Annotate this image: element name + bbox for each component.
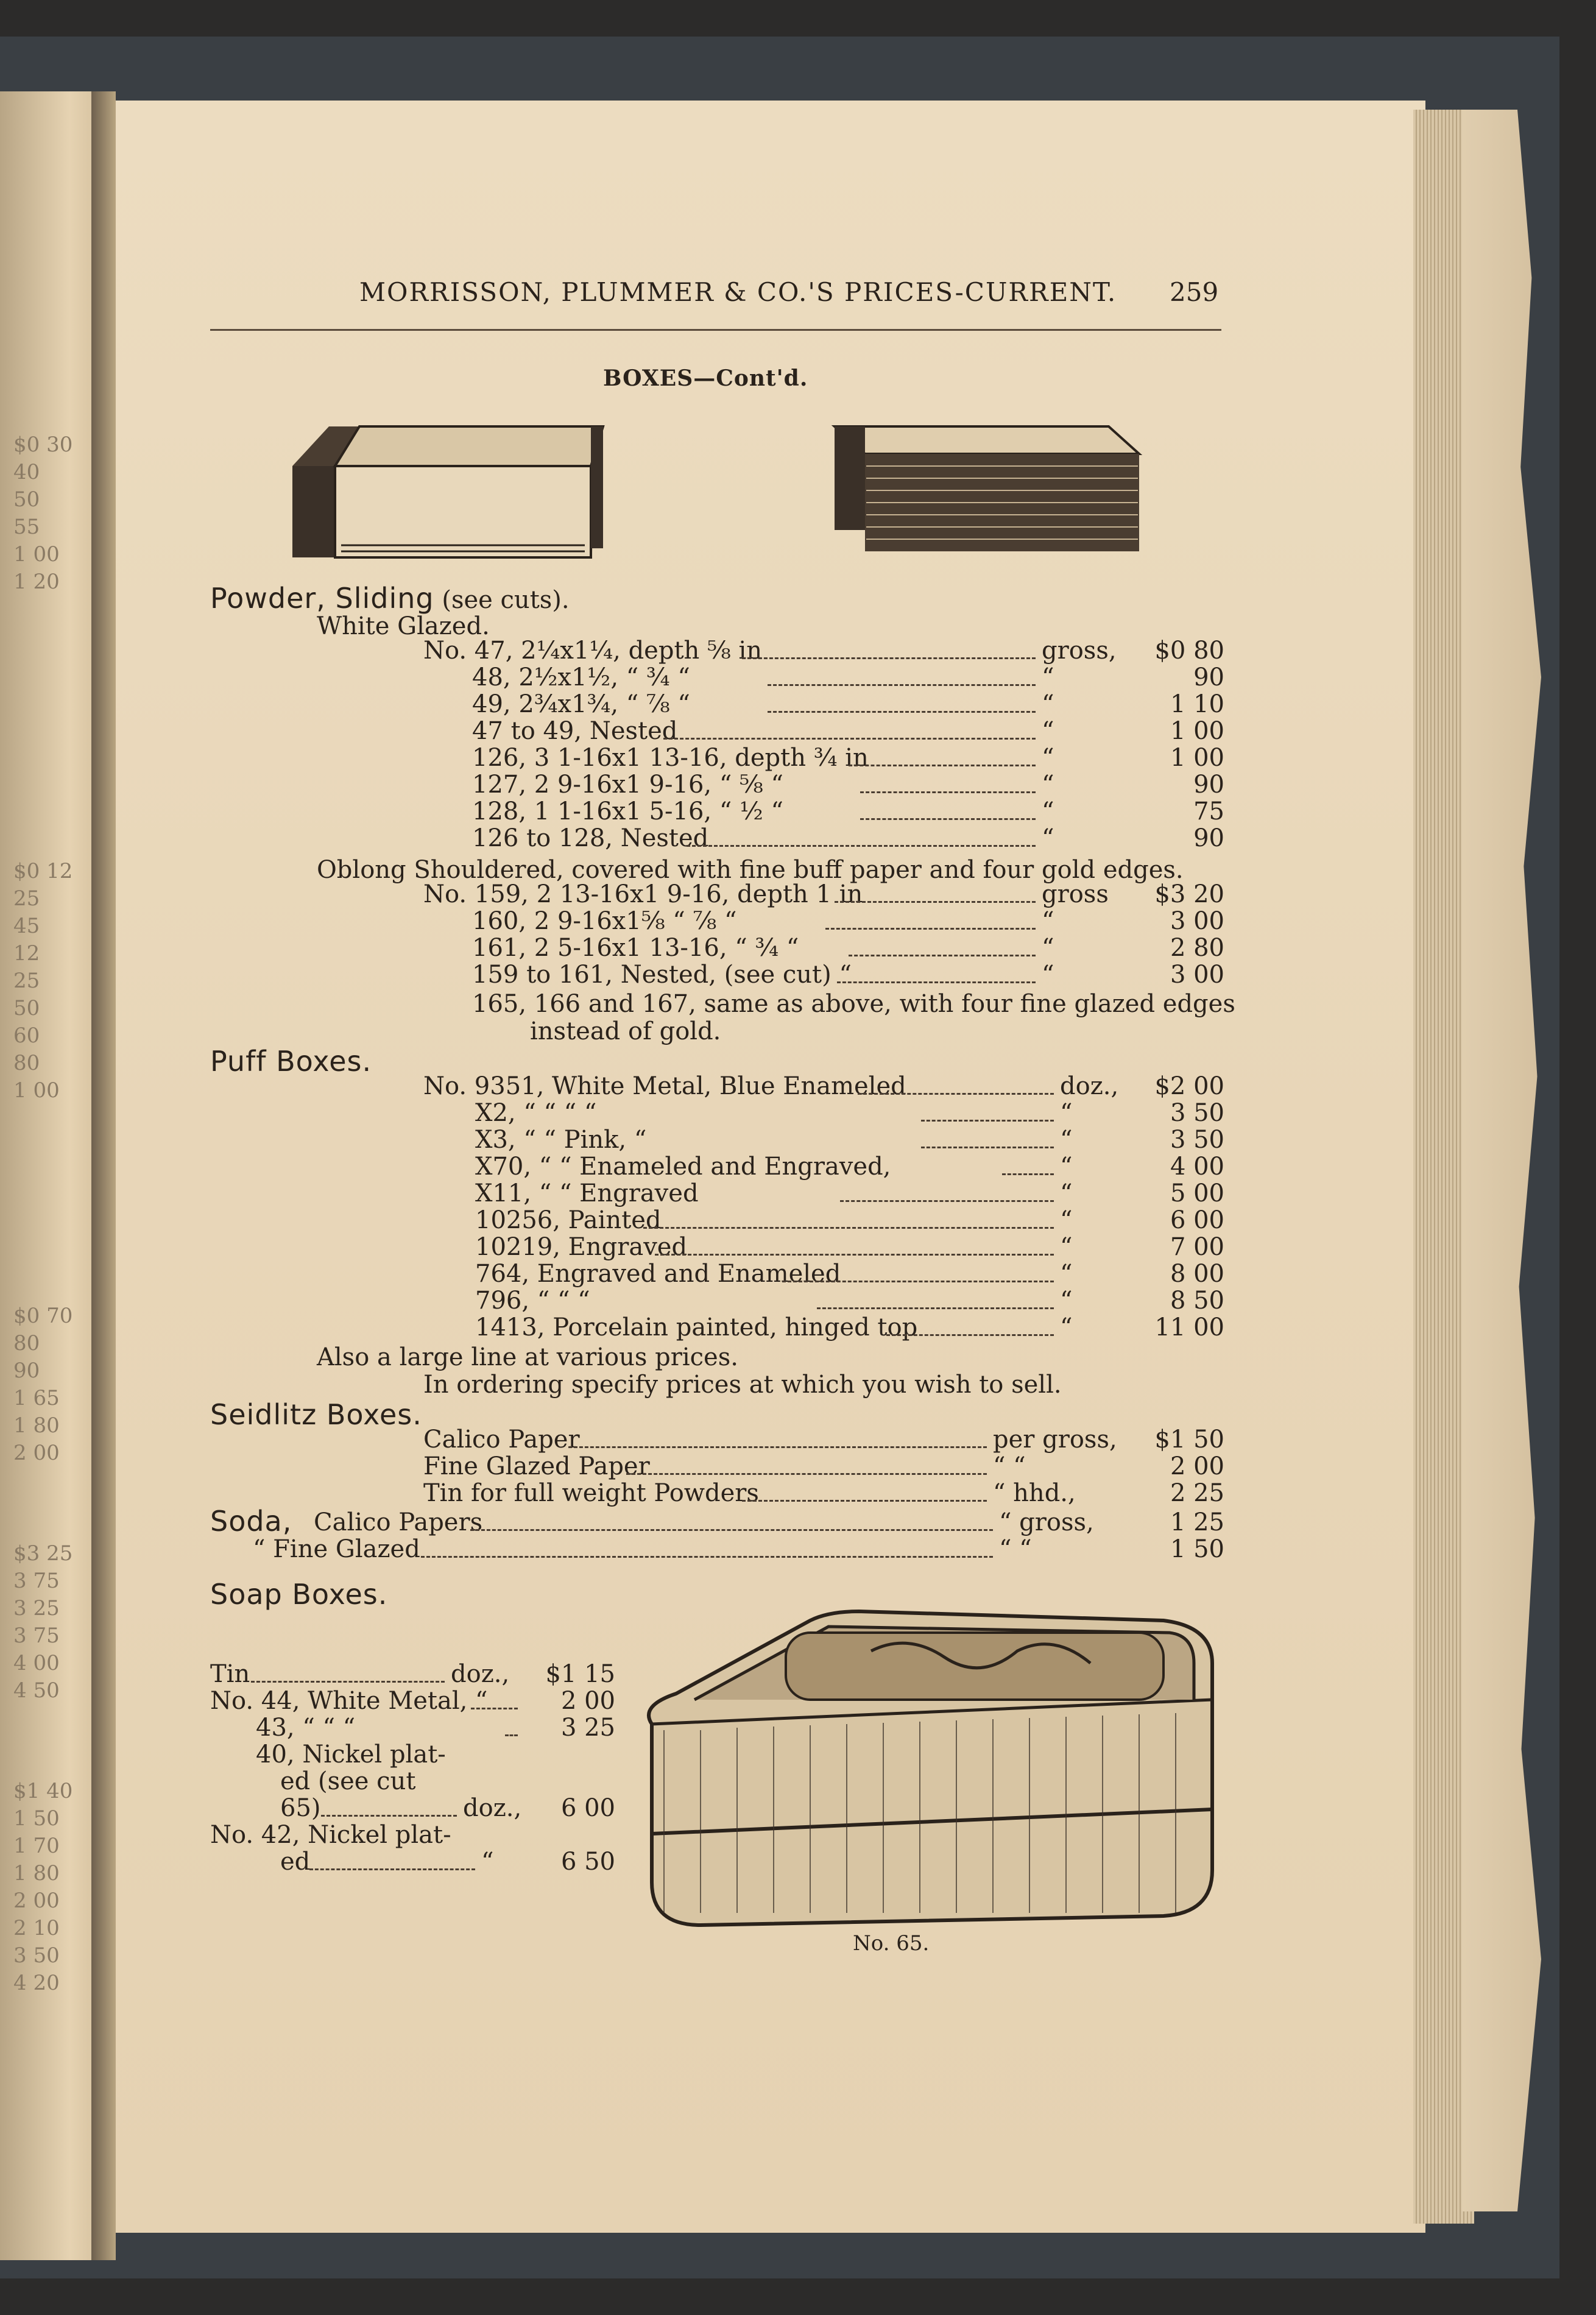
puff-row-item: X3, “ “ Pink, “: [475, 1126, 647, 1154]
puff-row-unit: “: [1060, 1233, 1073, 1261]
powder-row-item: 47 to 49, Nested: [472, 717, 678, 745]
puff-row-price: 4 00: [1170, 1153, 1224, 1181]
soap-row-leader: [251, 1681, 445, 1683]
puff-row-leader: [921, 1147, 1054, 1148]
soap-row-item: Tin: [210, 1660, 250, 1688]
soap-row-price: 6 00: [560, 1794, 615, 1822]
soda-row-unit: “ “: [999, 1535, 1032, 1563]
puff-row-item: 10256, Painted: [475, 1206, 662, 1234]
soda-row-price: 1 25: [1170, 1508, 1224, 1536]
powder-row-unit: “: [1042, 663, 1054, 691]
powder-row-price: 90: [1193, 771, 1224, 799]
soap-row-price: 3 25: [560, 1714, 615, 1742]
left-page-fragment: 25: [13, 969, 40, 993]
sliding-box-illustration-closed: [828, 420, 1145, 560]
puff-row-unit: “: [1060, 1126, 1073, 1154]
left-page-fragment: 1 70: [13, 1834, 60, 1858]
oblong-row-price: 3 00: [1170, 961, 1224, 989]
oblong-row-leader: [835, 901, 1036, 903]
puff-row-unit: doz.,: [1060, 1072, 1119, 1100]
puff-row-unit: “: [1060, 1099, 1073, 1127]
puff-row-item: 764, Engraved and Enameled: [475, 1260, 841, 1288]
soap-row-unit: doz.,: [451, 1660, 510, 1688]
powder-row-unit: “: [1042, 771, 1054, 799]
puff-row-price: $2 00: [1154, 1072, 1224, 1100]
left-page-fragment: 90: [13, 1359, 40, 1383]
soap-box-illustration: [627, 1608, 1224, 1931]
powder-row-price: 1 10: [1170, 690, 1224, 718]
left-page-fragment: 3 75: [13, 1569, 60, 1593]
puff-row-unit: “: [1060, 1153, 1073, 1181]
soap-row-unit: doz.,: [463, 1794, 522, 1822]
soda-heading: Soda,: [210, 1505, 292, 1538]
powder-row-unit: “: [1042, 824, 1054, 852]
powder-row-leader: [768, 684, 1036, 686]
puff-row-item: 10219, Engraved: [475, 1233, 688, 1261]
left-page-fragment: $0 70: [13, 1304, 73, 1328]
soap-row-leader: [321, 1815, 457, 1817]
soap-row-item: No. 44, White Metal, “: [210, 1687, 488, 1715]
powder-row-item: 126 to 128, Nested: [472, 824, 709, 852]
powder-row-item: 127, 2 9-16x1 9-16, “ ⅝ “: [472, 771, 783, 799]
soap-row-price: $1 15: [545, 1660, 615, 1688]
sliding-box-illustration-open: [292, 420, 609, 560]
soap-box-caption: No. 65.: [853, 1931, 930, 1956]
soap-row-item: 65): [280, 1794, 321, 1822]
oblong-row-leader: [837, 981, 1036, 983]
page-header: MORRISSON, PLUMMER & CO.'S PRICES-CURRENT.: [359, 277, 1117, 307]
oblong-row-price: $3 20: [1154, 880, 1224, 908]
powder-row-item: 128, 1 1-16x1 5-16, “ ½ “: [472, 797, 783, 825]
seidlitz-row-unit: “ “: [993, 1452, 1026, 1480]
soap-boxes-heading: Soap Boxes.: [210, 1578, 388, 1611]
left-page-fragment: 1 80: [13, 1861, 60, 1886]
seidlitz-boxes-heading: Seidlitz Boxes.: [210, 1398, 422, 1431]
soda-row-item: Calico Papers: [314, 1508, 483, 1536]
powder-row-leader: [849, 765, 1036, 766]
left-page-fragment: 2 10: [13, 1916, 60, 1940]
puff-row-price: 8 50: [1170, 1287, 1224, 1315]
seidlitz-row-unit: per gross,: [993, 1426, 1117, 1454]
left-page-fragment: 4 50: [13, 1678, 60, 1703]
oblong-row-item: No. 159, 2 13-16x1 9-16, depth 1 in: [423, 880, 863, 908]
puff-row-leader: [858, 1093, 1054, 1095]
left-page-fragment: $0 12: [13, 859, 73, 883]
puff-row-leader: [655, 1254, 1054, 1256]
powder-row-price: 90: [1193, 663, 1224, 691]
puff-row-leader: [921, 1120, 1054, 1122]
oblong-row-item: 161, 2 5-16x1 13-16, “ ¾ “: [472, 934, 799, 962]
puff-row-price: 5 00: [1170, 1179, 1224, 1207]
left-page-fragment: 1 00: [13, 542, 60, 567]
left-page-fragment: 3 25: [13, 1596, 60, 1620]
soap-row-item: ed (see cut: [280, 1767, 416, 1795]
soda-row-leader: [470, 1529, 993, 1531]
powder-row-price: $0 80: [1154, 637, 1224, 665]
white-glazed-label: White Glazed.: [317, 612, 490, 640]
left-page-fragment: 80: [13, 1051, 40, 1075]
oblong-row-price: 2 80: [1170, 934, 1224, 962]
soap-row-item: No. 42, Nickel plat-: [210, 1821, 451, 1849]
puff-row-price: 7 00: [1170, 1233, 1224, 1261]
powder-row-item: No. 47, 2¼x1¼, depth ⅝ in: [423, 637, 763, 665]
left-page-fragment: 50: [13, 996, 40, 1020]
left-page-fragment: 4 20: [13, 1971, 60, 1995]
oblong-row-item: 160, 2 9-16x1⅝ “ ⅞ “: [472, 907, 737, 935]
powder-row-item: 126, 3 1-16x1 13-16, depth ¾ in: [472, 744, 869, 772]
oblong-row-item: 159 to 161, Nested, (see cut) “: [472, 961, 852, 989]
powder-row-unit: gross,: [1042, 637, 1117, 665]
left-page-fragment: 25: [13, 886, 40, 911]
powder-row-price: 90: [1193, 824, 1224, 852]
left-page-fragment: 55: [13, 515, 40, 539]
oblong-row-price: 3 00: [1170, 907, 1224, 935]
powder-row-leader: [860, 791, 1036, 793]
left-page-fragment: 12: [13, 941, 40, 966]
left-page-fragment: 80: [13, 1331, 40, 1355]
seidlitz-row-leader: [742, 1500, 987, 1502]
soap-row-item: ed: [280, 1848, 311, 1876]
puff-row-leader: [643, 1227, 1054, 1229]
puff-boxes-heading: Puff Boxes.: [210, 1045, 372, 1078]
seidlitz-row-leader: [568, 1446, 987, 1448]
left-page-fragment: $3 25: [13, 1541, 73, 1566]
powder-row-price: 75: [1193, 797, 1224, 825]
puff-row-price: 11 00: [1154, 1313, 1224, 1341]
soda-row-price: 1 50: [1170, 1535, 1224, 1563]
left-page-fragment: 1 50: [13, 1806, 60, 1831]
soap-row-unit: “: [481, 1848, 494, 1876]
oblong-row-leader: [849, 955, 1036, 956]
powder-row-leader: [742, 657, 1036, 659]
puff-row-leader: [886, 1334, 1054, 1336]
left-page-fragment: 2 00: [13, 1441, 60, 1465]
oblong-row-leader: [825, 928, 1036, 930]
left-page-fragment: 40: [13, 460, 40, 484]
puff-row-leader: [782, 1281, 1054, 1282]
powder-row-leader: [663, 738, 1036, 740]
puff-also-note: Also a large line at various prices.: [317, 1343, 738, 1371]
soap-row-price: 6 50: [560, 1848, 615, 1876]
left-page-fragment: 4 00: [13, 1651, 60, 1675]
left-page-fragment: 3 75: [13, 1624, 60, 1648]
puff-row-price: 6 00: [1170, 1206, 1224, 1234]
left-page-fragment: 45: [13, 914, 40, 938]
ordering-note: In ordering specify prices at which you wish to sell.: [423, 1371, 1062, 1399]
puff-row-item: 796, “ “ “: [475, 1287, 590, 1315]
soap-row-item: 43, “ “ “: [256, 1714, 356, 1742]
oblong-row-unit: “: [1042, 961, 1054, 989]
soda-row-leader: [421, 1556, 993, 1558]
left-page-fragment: 50: [13, 487, 40, 512]
puff-row-leader: [840, 1200, 1054, 1202]
powder-row-leader: [768, 711, 1036, 713]
oblong-description: Oblong Shouldered, covered with fine buff paper and four gold edges.: [317, 856, 1184, 884]
powder-row-unit: “: [1042, 690, 1054, 718]
section-subtitle: BOXES—Cont'd.: [603, 366, 808, 391]
seidlitz-row-item: Fine Glazed Paper: [423, 1452, 650, 1480]
left-page-fragment: 1 65: [13, 1386, 60, 1410]
header-rule: [210, 329, 1221, 331]
soap-row-item: 40, Nickel plat-: [256, 1741, 446, 1769]
puff-row-unit: “: [1060, 1206, 1073, 1234]
soap-row-price: 2 00: [560, 1687, 615, 1715]
left-page-fragment: 60: [13, 1023, 40, 1048]
powder-row-unit: “: [1042, 744, 1054, 772]
left-page-fragment: 2 00: [13, 1889, 60, 1913]
left-page-fragment: $1 40: [13, 1779, 73, 1803]
oblong-row-unit: “: [1042, 934, 1054, 962]
oblong-note-2: instead of gold.: [530, 1017, 721, 1045]
seidlitz-row-unit: “ hhd.,: [993, 1479, 1076, 1507]
puff-row-unit: “: [1060, 1287, 1073, 1315]
puff-row-item: X11, “ “ Engraved: [475, 1179, 699, 1207]
powder-sliding-note: (see cuts).: [434, 586, 570, 614]
puff-row-item: No. 9351, White Metal, Blue Enameled: [423, 1072, 906, 1100]
puff-row-price: 3 50: [1170, 1126, 1224, 1154]
seidlitz-row-item: Tin for full weight Powders: [423, 1479, 759, 1507]
seidlitz-row-price: $1 50: [1154, 1426, 1224, 1454]
soap-row-leader: [309, 1868, 475, 1870]
puff-row-unit: “: [1060, 1260, 1073, 1288]
powder-sliding-title: Powder, Sliding: [210, 582, 434, 615]
seidlitz-row-leader: [626, 1473, 987, 1475]
puff-row-leader: [1002, 1173, 1054, 1175]
puff-row-price: 3 50: [1170, 1099, 1224, 1127]
powder-row-unit: “: [1042, 717, 1054, 745]
powder-sliding-heading: [210, 582, 570, 615]
puff-row-unit: “: [1060, 1313, 1073, 1341]
left-page-fragment: $0 30: [13, 433, 73, 457]
puff-row-leader: [817, 1307, 1054, 1309]
powder-row-leader: [860, 818, 1036, 820]
seidlitz-row-price: 2 25: [1170, 1479, 1224, 1507]
puff-row-price: 8 00: [1170, 1260, 1224, 1288]
powder-row-price: 1 00: [1170, 717, 1224, 745]
seidlitz-row-item: Calico Paper: [423, 1426, 580, 1454]
oblong-row-unit: “: [1042, 907, 1054, 935]
puff-row-item: 1413, Porcelain painted, hinged top: [475, 1313, 918, 1341]
powder-row-unit: “: [1042, 797, 1054, 825]
gutter: [91, 91, 116, 2260]
puff-row-unit: “: [1060, 1179, 1073, 1207]
soda-row-item: “ Fine Glazed: [253, 1535, 420, 1563]
oblong-note: 165, 166 and 167, same as above, with four fine glazed edges: [472, 990, 1235, 1018]
left-page-fragment: 1 00: [13, 1078, 60, 1103]
puff-row-item: X2, “ “ “ “: [475, 1099, 597, 1127]
seidlitz-row-price: 2 00: [1170, 1452, 1224, 1480]
page-number: 259: [1170, 277, 1219, 307]
left-page-fragment: 1 80: [13, 1413, 60, 1438]
powder-row-leader: [687, 845, 1036, 847]
powder-row-price: 1 00: [1170, 744, 1224, 772]
powder-row-item: 49, 2¾x1¾, “ ⅞ “: [472, 690, 690, 718]
left-page-fragment: 3 50: [13, 1943, 60, 1968]
soda-row-unit: “ gross,: [999, 1508, 1094, 1536]
powder-row-item: 48, 2½x1½, “ ¾ “: [472, 663, 690, 691]
puff-row-item: X70, “ “ Enameled and Engraved,: [475, 1153, 891, 1181]
oblong-row-unit: gross: [1042, 880, 1109, 908]
left-page-fragment: 1 20: [13, 570, 60, 594]
